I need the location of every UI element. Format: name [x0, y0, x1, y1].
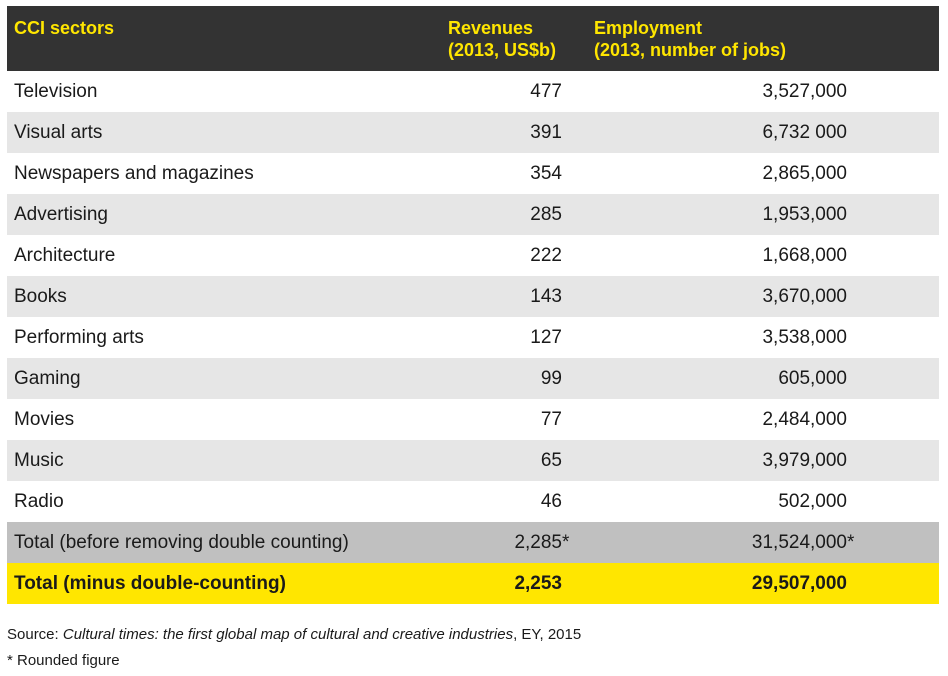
sector-cell: Movies	[14, 408, 75, 430]
table-row	[7, 481, 939, 522]
sector-cell: Visual arts	[14, 121, 103, 143]
table-row	[7, 194, 939, 235]
table-header	[7, 6, 939, 71]
cci-sectors-table	[7, 6, 939, 604]
table-row	[7, 440, 939, 481]
table-row	[7, 235, 939, 276]
total-revenue: 2,253	[514, 572, 562, 594]
table-row	[7, 112, 939, 153]
sector-cell: Advertising	[14, 203, 108, 225]
revenue-cell: 65	[540, 449, 562, 471]
subtotal-employment: 31,524,000	[751, 531, 847, 553]
source-title: Cultural times: the first global map of cultural and creative industries	[62, 626, 514, 643]
sector-cell: Radio	[14, 490, 64, 512]
source-suffix: , EY, 2015	[513, 626, 582, 643]
table-row	[7, 276, 939, 317]
header-employment-line1: Employment	[594, 18, 703, 38]
sector-cell: Music	[14, 449, 64, 471]
revenue-cell: 477	[530, 80, 562, 102]
table-row	[7, 399, 939, 440]
sector-cell: Gaming	[14, 367, 81, 389]
revenue-cell: 354	[530, 162, 562, 184]
revenue-cell: 127	[530, 326, 562, 348]
revenue-cell: 285	[530, 203, 562, 225]
employment-cell: 3,670,000	[762, 285, 847, 307]
total-employment: 29,507,000	[751, 572, 847, 594]
employment-cell: 3,527,000	[762, 80, 847, 102]
employment-cell: 3,979,000	[762, 449, 847, 471]
sector-cell: Books	[14, 285, 67, 307]
employment-cell: 502,000	[778, 490, 847, 512]
table-row	[7, 317, 939, 358]
table-row	[7, 71, 939, 112]
employment-cell: 2,865,000	[762, 162, 847, 184]
subtotal-label: Total (before removing double counting)	[14, 531, 349, 553]
sector-cell: Architecture	[14, 244, 116, 266]
revenue-cell: 391	[530, 121, 562, 143]
table-row	[7, 153, 939, 194]
employment-cell: 6,732 000	[762, 121, 847, 143]
header-sectors-label: CCI sectors	[14, 18, 115, 38]
revenue-cell: 77	[540, 408, 562, 430]
revenue-cell: 222	[530, 244, 562, 266]
revenue-cell: 143	[530, 285, 562, 307]
employment-cell: 2,484,000	[762, 408, 847, 430]
revenue-cell: 99	[540, 367, 562, 389]
employment-cell: 605,000	[778, 367, 847, 389]
subtotal-revenue-cell: 2,285*	[514, 531, 570, 553]
header-sectors	[7, 6, 435, 71]
sector-cell: Newspapers and magazines	[14, 162, 254, 184]
sector-cell: Television	[14, 80, 98, 102]
header-revenues	[435, 6, 594, 71]
subtotal-revenue: 2,285	[514, 531, 562, 553]
subtotal-row	[7, 522, 939, 563]
rounded-figure-note: * Rounded figure	[7, 652, 120, 669]
table-row	[7, 358, 939, 399]
employment-cell: 3,538,000	[762, 326, 847, 348]
header-employment	[594, 6, 939, 71]
total-row	[7, 563, 939, 604]
source-prefix: Source:	[7, 626, 63, 643]
employment-cell: 1,953,000	[762, 203, 847, 225]
header-revenues-line2: (2013, US$b)	[448, 40, 557, 60]
revenue-cell: 46	[540, 490, 562, 512]
subtotal-employment-cell: 31,524,000*	[751, 531, 855, 553]
header-employment-line2: (2013, number of jobs)	[594, 40, 787, 60]
employment-cell: 1,668,000	[762, 244, 847, 266]
source-note	[7, 626, 581, 643]
sector-cell: Performing arts	[14, 326, 144, 348]
total-label: Total (minus double-counting)	[14, 572, 286, 594]
header-revenues-line1: Revenues	[448, 18, 534, 38]
